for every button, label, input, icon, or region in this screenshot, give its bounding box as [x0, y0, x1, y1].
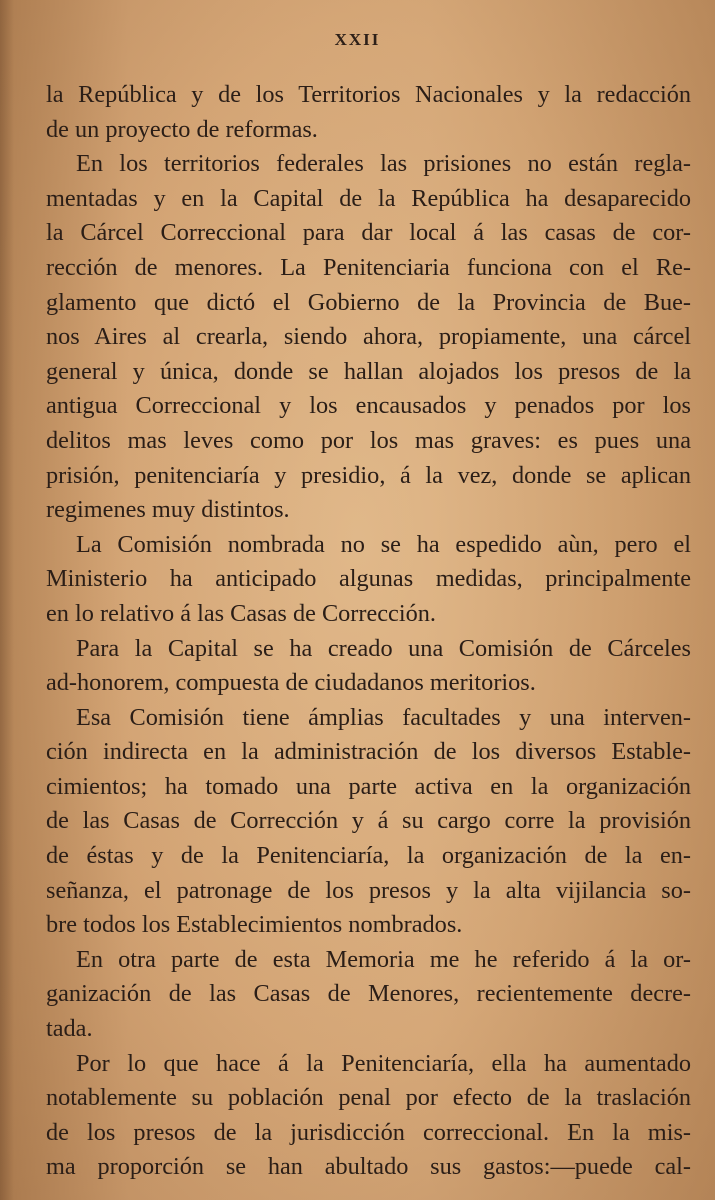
text-line: delitos mas leves como por los mas graves: es pues una	[46, 426, 691, 454]
text-line: mentadas y en la Capital de la República ha desaparecido	[46, 184, 691, 212]
text-line: la República y de los Territorios Nacionales y la redacción	[46, 81, 691, 108]
text-line: ganización de las Casas de Menores, recientemente decre-	[46, 980, 691, 1008]
text-line: En otra parte de esta Memoria me he referido á la or-	[76, 945, 691, 973]
text-line: en lo relativo á las Casas de Corrección.	[46, 599, 436, 627]
text-line: rección de menores. La Penitenciaria funciona con el Re-	[46, 253, 691, 281]
text-line: general y única, donde se hallan alojados los presos de la	[46, 357, 691, 385]
text-line: antigua Correccional y los encausados y penados por los	[46, 392, 691, 420]
text-line: de un proyecto de reformas.	[46, 115, 318, 143]
text-line: En los territorios federales las prisiones no están regla-	[76, 150, 691, 178]
body-text	[46, 78, 691, 1185]
text-line: Por lo que hace á la Penitenciaría, ella ha aumentado	[76, 1049, 691, 1077]
text-line: de éstas y de la Penitenciaría, la organización de la en-	[46, 842, 691, 870]
text-line: nos Aires al crearla, siendo ahora, propiamente, una cárcel	[46, 323, 691, 351]
text-line: Esa Comisión tiene ámplias facultades y una interven-	[76, 703, 691, 731]
text-line: prisión, penitenciaría y presidio, á la vez, donde se aplican	[46, 461, 691, 489]
text-line: La Comisión nombrada no se ha espedido aùn, pero el	[76, 530, 691, 558]
text-line: ción indirecta en la administración de los diversos Estable-	[46, 738, 691, 766]
text-line: de los presos de la jurisdicción correccional. En la mis-	[46, 1118, 691, 1146]
text-line: notablemente su población penal por efecto de la traslación	[46, 1084, 691, 1112]
text-line: tada.	[46, 1015, 93, 1043]
text-line: bre todos los Establecimientos nombrados.	[46, 911, 463, 939]
text-line: Para la Capital se ha creado una Comisión de Cárceles	[76, 634, 691, 662]
text-line: cimientos; ha tomado una parte activa en la organización	[46, 772, 691, 800]
text-line: ma proporción se han abultado sus gastos:—puede cal-	[46, 1153, 691, 1181]
text-line: Ministerio ha anticipado algunas medidas, principalmente	[46, 565, 691, 593]
text-line: de las Casas de Corrección y á su cargo corre la provisión	[46, 807, 691, 835]
text-line: glamento que dictó el Gobierno de la Provincia de Bue-	[46, 288, 691, 316]
page-number-header: XXII	[334, 30, 381, 49]
text-line: ad-honorem, compuesta de ciudadanos meritorios.	[46, 669, 536, 697]
text-line: la Cárcel Correccional para dar local á las casas de cor-	[46, 219, 691, 247]
text-line: señanza, el patronage de los presos y la alta vijilancia so-	[46, 876, 691, 904]
text-line: regimenes muy distintos.	[46, 496, 290, 524]
